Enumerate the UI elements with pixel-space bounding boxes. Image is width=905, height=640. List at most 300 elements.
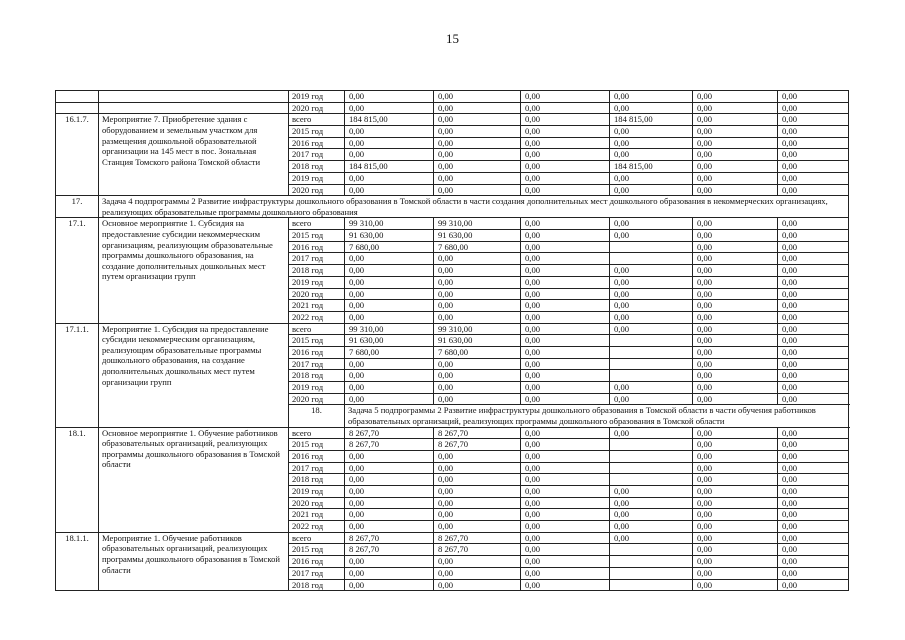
amount-cell: 0,00 <box>778 311 849 323</box>
year-cell: 2021 год <box>289 300 345 312</box>
amount-cell <box>610 346 693 358</box>
amount-cell: 0,00 <box>434 276 521 288</box>
amount-cell: 0,00 <box>345 149 434 161</box>
amount-cell: 0,00 <box>521 149 610 161</box>
amount-cell: 0,00 <box>610 265 693 277</box>
year-cell: 2019 год <box>289 382 345 394</box>
amount-cell: 0,00 <box>521 161 610 173</box>
amount-cell: 0,00 <box>778 172 849 184</box>
amount-cell: 0,00 <box>778 450 849 462</box>
amount-cell: 0,00 <box>778 265 849 277</box>
year-cell: всего <box>289 323 345 335</box>
amount-cell: 0,00 <box>521 335 610 347</box>
row-code-cell: 18.1. <box>56 427 99 532</box>
page-number: 15 <box>446 31 459 46</box>
amount-cell: 0,00 <box>693 521 778 533</box>
amount-cell: 0,00 <box>345 288 434 300</box>
amount-cell <box>610 439 693 451</box>
amount-cell: 8 267,70 <box>345 532 434 544</box>
amount-cell: 0,00 <box>778 579 849 591</box>
amount-cell: 8 267,70 <box>434 439 521 451</box>
amount-cell: 0,00 <box>434 521 521 533</box>
amount-cell: 0,00 <box>521 544 610 556</box>
amount-cell: 0,00 <box>434 509 521 521</box>
year-cell: 2018 год <box>289 579 345 591</box>
amount-cell: 7 680,00 <box>434 346 521 358</box>
year-cell: 2017 год <box>289 567 345 579</box>
year-cell: 2020 год <box>289 288 345 300</box>
amount-cell: 0,00 <box>434 126 521 138</box>
amount-cell: 0,00 <box>693 253 778 265</box>
row-code-cell: 18.1.1. <box>56 532 99 590</box>
amount-cell: 0,00 <box>610 91 693 103</box>
year-cell: 2016 год <box>289 346 345 358</box>
amount-cell: 0,00 <box>778 126 849 138</box>
activity-name-cell: Мероприятие 7. Приобретение здания с оборудованием и земельным участком для размещения дошкольной образовательной организации на 145 мест в пос. Зональная Станция Томского района Томской области <box>99 114 289 196</box>
amount-cell: 7 680,00 <box>434 241 521 253</box>
amount-cell <box>610 335 693 347</box>
year-cell: всего <box>289 114 345 126</box>
amount-cell: 0,00 <box>521 474 610 486</box>
amount-cell: 0,00 <box>521 579 610 591</box>
amount-cell: 0,00 <box>778 161 849 173</box>
amount-cell: 0,00 <box>521 358 610 370</box>
amount-cell: 0,00 <box>693 382 778 394</box>
table-row <box>56 114 849 126</box>
amount-cell: 0,00 <box>521 102 610 114</box>
amount-cell: 0,00 <box>693 474 778 486</box>
amount-cell: 0,00 <box>521 276 610 288</box>
amount-cell: 0,00 <box>434 382 521 394</box>
amount-cell: 0,00 <box>693 300 778 312</box>
table-row <box>56 427 849 439</box>
year-cell: 2018 год <box>289 265 345 277</box>
amount-cell: 8 267,70 <box>345 427 434 439</box>
year-cell: 2019 год <box>289 172 345 184</box>
amount-cell: 91 630,00 <box>434 335 521 347</box>
amount-cell <box>610 370 693 382</box>
amount-cell: 0,00 <box>610 230 693 242</box>
amount-cell <box>610 474 693 486</box>
amount-cell: 0,00 <box>778 288 849 300</box>
amount-cell: 0,00 <box>693 358 778 370</box>
amount-cell: 0,00 <box>778 149 849 161</box>
amount-cell: 0,00 <box>521 230 610 242</box>
amount-cell: 0,00 <box>434 393 521 405</box>
year-cell: 2016 год <box>289 450 345 462</box>
amount-cell: 0,00 <box>434 91 521 103</box>
amount-cell: 0,00 <box>345 462 434 474</box>
amount-cell: 0,00 <box>693 137 778 149</box>
amount-cell: 0,00 <box>521 253 610 265</box>
amount-cell: 0,00 <box>521 486 610 498</box>
amount-cell: 0,00 <box>521 462 610 474</box>
amount-cell: 0,00 <box>521 439 610 451</box>
amount-cell: 0,00 <box>693 509 778 521</box>
amount-cell: 99 310,00 <box>345 323 434 335</box>
row-code-cell: 17. <box>56 196 99 218</box>
amount-cell: 0,00 <box>434 567 521 579</box>
year-cell: 2020 год <box>289 184 345 196</box>
activity-name-cell: Основное мероприятие 1. Обучение работников образовательных организаций, реализующих программы дошкольного образования в Томской области <box>99 427 289 532</box>
row-code-cell: 18. <box>289 405 345 427</box>
amount-cell: 0,00 <box>693 370 778 382</box>
amount-cell: 0,00 <box>778 509 849 521</box>
amount-cell: 0,00 <box>345 91 434 103</box>
amount-cell: 184 815,00 <box>610 114 693 126</box>
year-cell: 2015 год <box>289 439 345 451</box>
amount-cell: 0,00 <box>693 567 778 579</box>
row-code-cell <box>56 102 99 114</box>
amount-cell: 0,00 <box>345 521 434 533</box>
year-cell: 2020 год <box>289 102 345 114</box>
year-cell: 2019 год <box>289 276 345 288</box>
amount-cell: 0,00 <box>778 230 849 242</box>
amount-cell: 0,00 <box>434 114 521 126</box>
amount-cell: 0,00 <box>521 370 610 382</box>
amount-cell: 0,00 <box>434 370 521 382</box>
amount-cell: 0,00 <box>610 137 693 149</box>
row-code-cell <box>56 91 99 103</box>
year-cell: 2019 год <box>289 486 345 498</box>
amount-cell: 0,00 <box>521 382 610 394</box>
amount-cell: 0,00 <box>693 276 778 288</box>
amount-cell: 0,00 <box>345 126 434 138</box>
amount-cell: 0,00 <box>521 393 610 405</box>
amount-cell: 0,00 <box>778 300 849 312</box>
amount-cell: 0,00 <box>693 241 778 253</box>
amount-cell: 0,00 <box>521 126 610 138</box>
amount-cell: 0,00 <box>434 358 521 370</box>
year-cell: 2015 год <box>289 335 345 347</box>
amount-cell: 0,00 <box>434 161 521 173</box>
amount-cell: 91 630,00 <box>434 230 521 242</box>
amount-cell <box>610 241 693 253</box>
amount-cell: 0,00 <box>610 427 693 439</box>
year-cell: всего <box>289 532 345 544</box>
amount-cell: 0,00 <box>521 184 610 196</box>
amount-cell: 0,00 <box>610 184 693 196</box>
activity-name-cell: Мероприятие 1. Обучение работников образовательных организаций, реализующих программы дошкольного образования в Томской области <box>99 532 289 590</box>
amount-cell: 0,00 <box>521 172 610 184</box>
amount-cell: 91 630,00 <box>345 335 434 347</box>
amount-cell: 0,00 <box>778 544 849 556</box>
amount-cell: 0,00 <box>345 509 434 521</box>
amount-cell: 91 630,00 <box>345 230 434 242</box>
amount-cell: 0,00 <box>778 532 849 544</box>
table-row <box>56 218 849 230</box>
amount-cell: 0,00 <box>521 521 610 533</box>
amount-cell: 0,00 <box>521 91 610 103</box>
amount-cell: 0,00 <box>345 358 434 370</box>
amount-cell: 0,00 <box>693 427 778 439</box>
amount-cell: 0,00 <box>693 149 778 161</box>
amount-cell: 0,00 <box>693 184 778 196</box>
amount-cell: 0,00 <box>521 323 610 335</box>
amount-cell: 0,00 <box>434 556 521 568</box>
amount-cell: 0,00 <box>610 509 693 521</box>
amount-cell: 0,00 <box>521 114 610 126</box>
amount-cell: 0,00 <box>693 172 778 184</box>
table-body <box>56 91 849 591</box>
amount-cell <box>610 358 693 370</box>
amount-cell: 0,00 <box>610 486 693 498</box>
amount-cell: 0,00 <box>610 382 693 394</box>
amount-cell: 0,00 <box>345 253 434 265</box>
amount-cell: 0,00 <box>434 486 521 498</box>
amount-cell: 0,00 <box>693 346 778 358</box>
amount-cell <box>610 253 693 265</box>
amount-cell: 0,00 <box>693 311 778 323</box>
activity-name-cell <box>99 102 289 114</box>
amount-cell: 0,00 <box>693 439 778 451</box>
amount-cell: 0,00 <box>345 300 434 312</box>
amount-cell: 0,00 <box>521 497 610 509</box>
amount-cell: 0,00 <box>693 114 778 126</box>
amount-cell: 0,00 <box>434 184 521 196</box>
amount-cell: 0,00 <box>345 172 434 184</box>
amount-cell: 0,00 <box>778 393 849 405</box>
amount-cell: 7 680,00 <box>345 241 434 253</box>
year-cell: 2016 год <box>289 556 345 568</box>
amount-cell: 0,00 <box>521 218 610 230</box>
year-cell: 2015 год <box>289 126 345 138</box>
amount-cell: 0,00 <box>778 427 849 439</box>
amount-cell: 0,00 <box>610 521 693 533</box>
amount-cell: 0,00 <box>434 462 521 474</box>
amount-cell: 0,00 <box>693 486 778 498</box>
amount-cell: 8 267,70 <box>434 544 521 556</box>
amount-cell: 0,00 <box>345 311 434 323</box>
table-row <box>56 323 849 335</box>
amount-cell: 0,00 <box>778 102 849 114</box>
amount-cell <box>610 544 693 556</box>
amount-cell: 0,00 <box>434 579 521 591</box>
amount-cell: 0,00 <box>693 450 778 462</box>
amount-cell: 0,00 <box>693 126 778 138</box>
amount-cell: 0,00 <box>693 393 778 405</box>
amount-cell: 0,00 <box>693 91 778 103</box>
amount-cell: 0,00 <box>778 276 849 288</box>
amount-cell: 0,00 <box>610 497 693 509</box>
amount-cell: 0,00 <box>345 497 434 509</box>
year-cell: 2021 год <box>289 509 345 521</box>
amount-cell: 0,00 <box>778 486 849 498</box>
amount-cell: 0,00 <box>693 532 778 544</box>
amount-cell: 0,00 <box>778 358 849 370</box>
amount-cell: 0,00 <box>610 393 693 405</box>
amount-cell: 7 680,00 <box>345 346 434 358</box>
table-row <box>56 102 849 114</box>
amount-cell: 0,00 <box>345 474 434 486</box>
amount-cell: 99 310,00 <box>434 323 521 335</box>
year-cell: 2018 год <box>289 474 345 486</box>
amount-cell: 0,00 <box>610 300 693 312</box>
year-cell: 2017 год <box>289 149 345 161</box>
task-description-cell: Задача 5 подпрограммы 2 Развитие инфраструктуры дошкольного образования в Томской области в части обучения работников образовательных организаций, реализующих программы дошкольного образования в Томской области <box>345 405 849 427</box>
amount-cell: 0,00 <box>521 556 610 568</box>
amount-cell <box>610 450 693 462</box>
amount-cell: 0,00 <box>778 567 849 579</box>
amount-cell: 0,00 <box>778 241 849 253</box>
amount-cell: 0,00 <box>434 149 521 161</box>
amount-cell: 0,00 <box>434 288 521 300</box>
year-cell: 2017 год <box>289 462 345 474</box>
amount-cell: 184 815,00 <box>610 161 693 173</box>
amount-cell: 0,00 <box>693 556 778 568</box>
amount-cell <box>610 567 693 579</box>
amount-cell: 0,00 <box>778 370 849 382</box>
amount-cell: 0,00 <box>521 567 610 579</box>
amount-cell: 0,00 <box>610 323 693 335</box>
amount-cell: 184 815,00 <box>345 161 434 173</box>
year-cell: 2020 год <box>289 497 345 509</box>
amount-cell: 0,00 <box>778 114 849 126</box>
amount-cell: 0,00 <box>610 102 693 114</box>
amount-cell: 0,00 <box>521 509 610 521</box>
amount-cell: 0,00 <box>693 323 778 335</box>
amount-cell: 0,00 <box>521 300 610 312</box>
budget-table <box>55 90 849 591</box>
amount-cell: 0,00 <box>345 184 434 196</box>
amount-cell: 0,00 <box>778 497 849 509</box>
amount-cell: 0,00 <box>345 556 434 568</box>
year-cell: 2017 год <box>289 358 345 370</box>
year-cell: 2016 год <box>289 241 345 253</box>
amount-cell: 8 267,70 <box>345 439 434 451</box>
amount-cell: 0,00 <box>778 521 849 533</box>
amount-cell: 0,00 <box>778 439 849 451</box>
year-cell: 2018 год <box>289 161 345 173</box>
amount-cell: 0,00 <box>434 311 521 323</box>
amount-cell: 99 310,00 <box>345 218 434 230</box>
amount-cell: 0,00 <box>610 149 693 161</box>
amount-cell: 0,00 <box>778 556 849 568</box>
amount-cell: 0,00 <box>434 253 521 265</box>
amount-cell: 0,00 <box>345 393 434 405</box>
amount-cell: 0,00 <box>345 370 434 382</box>
amount-cell: 0,00 <box>778 91 849 103</box>
task-row <box>56 196 849 218</box>
amount-cell: 0,00 <box>434 102 521 114</box>
table-row <box>56 91 849 103</box>
amount-cell: 0,00 <box>434 474 521 486</box>
year-cell: 2022 год <box>289 521 345 533</box>
amount-cell: 0,00 <box>434 300 521 312</box>
amount-cell: 0,00 <box>610 218 693 230</box>
amount-cell: 0,00 <box>778 462 849 474</box>
amount-cell: 0,00 <box>778 323 849 335</box>
amount-cell: 0,00 <box>345 265 434 277</box>
amount-cell: 0,00 <box>345 276 434 288</box>
amount-cell: 0,00 <box>345 486 434 498</box>
amount-cell: 99 310,00 <box>434 218 521 230</box>
amount-cell: 0,00 <box>778 253 849 265</box>
amount-cell: 0,00 <box>610 532 693 544</box>
amount-cell: 0,00 <box>693 462 778 474</box>
amount-cell: 0,00 <box>693 335 778 347</box>
amount-cell: 0,00 <box>693 230 778 242</box>
amount-cell: 0,00 <box>521 532 610 544</box>
amount-cell: 0,00 <box>434 172 521 184</box>
amount-cell <box>610 556 693 568</box>
amount-cell: 8 267,70 <box>434 532 521 544</box>
amount-cell: 0,00 <box>778 218 849 230</box>
amount-cell: 0,00 <box>521 241 610 253</box>
amount-cell: 0,00 <box>521 346 610 358</box>
amount-cell: 0,00 <box>610 172 693 184</box>
amount-cell <box>610 462 693 474</box>
year-cell: 2015 год <box>289 544 345 556</box>
year-cell: 2019 год <box>289 91 345 103</box>
amount-cell: 0,00 <box>778 474 849 486</box>
amount-cell: 0,00 <box>345 567 434 579</box>
amount-cell: 0,00 <box>345 137 434 149</box>
task-description-cell: Задача 4 подпрограммы 2 Развитие инфраструктуры дошкольного образования в Томской области в части создания дополнительных мест дошкольного образования в некоммерческих организациях, реализующих образовательные программы дошкольного образования <box>99 196 849 218</box>
amount-cell <box>610 579 693 591</box>
amount-cell: 0,00 <box>610 311 693 323</box>
amount-cell: 8 267,70 <box>345 544 434 556</box>
amount-cell: 0,00 <box>693 265 778 277</box>
amount-cell: 0,00 <box>521 427 610 439</box>
amount-cell: 0,00 <box>610 288 693 300</box>
amount-cell: 0,00 <box>778 382 849 394</box>
row-code-cell: 17.1.1. <box>56 323 99 427</box>
row-code-cell: 17.1. <box>56 218 99 323</box>
amount-cell: 0,00 <box>693 161 778 173</box>
amount-cell: 0,00 <box>778 137 849 149</box>
amount-cell: 0,00 <box>693 544 778 556</box>
amount-cell: 0,00 <box>521 311 610 323</box>
year-cell: всего <box>289 427 345 439</box>
amount-cell: 0,00 <box>345 102 434 114</box>
year-cell: 2015 год <box>289 230 345 242</box>
amount-cell: 0,00 <box>434 265 521 277</box>
amount-cell: 0,00 <box>693 102 778 114</box>
amount-cell: 0,00 <box>434 137 521 149</box>
amount-cell: 0,00 <box>521 137 610 149</box>
amount-cell: 0,00 <box>345 382 434 394</box>
amount-cell: 0,00 <box>521 288 610 300</box>
amount-cell: 0,00 <box>610 126 693 138</box>
amount-cell: 0,00 <box>345 450 434 462</box>
amount-cell: 0,00 <box>610 276 693 288</box>
amount-cell: 0,00 <box>693 579 778 591</box>
amount-cell: 0,00 <box>434 497 521 509</box>
amount-cell: 184 815,00 <box>345 114 434 126</box>
year-cell: 2020 год <box>289 393 345 405</box>
year-cell: всего <box>289 218 345 230</box>
amount-cell: 0,00 <box>693 218 778 230</box>
amount-cell: 0,00 <box>521 265 610 277</box>
activity-name-cell: Основное мероприятие 1. Субсидия на предоставление субсидии некоммерческим организациям, реализующим образовательные программы дошкольного образования, на создание дополнительных дошкольных мест путем организации групп <box>99 218 289 323</box>
amount-cell: 0,00 <box>345 579 434 591</box>
table-row <box>56 532 849 544</box>
year-cell: 2016 год <box>289 137 345 149</box>
amount-cell: 8 267,70 <box>434 427 521 439</box>
activity-name-cell <box>99 91 289 103</box>
year-cell: 2017 год <box>289 253 345 265</box>
amount-cell: 0,00 <box>434 450 521 462</box>
amount-cell: 0,00 <box>778 335 849 347</box>
amount-cell: 0,00 <box>693 288 778 300</box>
amount-cell: 0,00 <box>778 184 849 196</box>
year-cell: 2022 год <box>289 311 345 323</box>
amount-cell: 0,00 <box>693 497 778 509</box>
row-code-cell: 16.1.7. <box>56 114 99 196</box>
amount-cell: 0,00 <box>521 450 610 462</box>
year-cell: 2018 год <box>289 370 345 382</box>
